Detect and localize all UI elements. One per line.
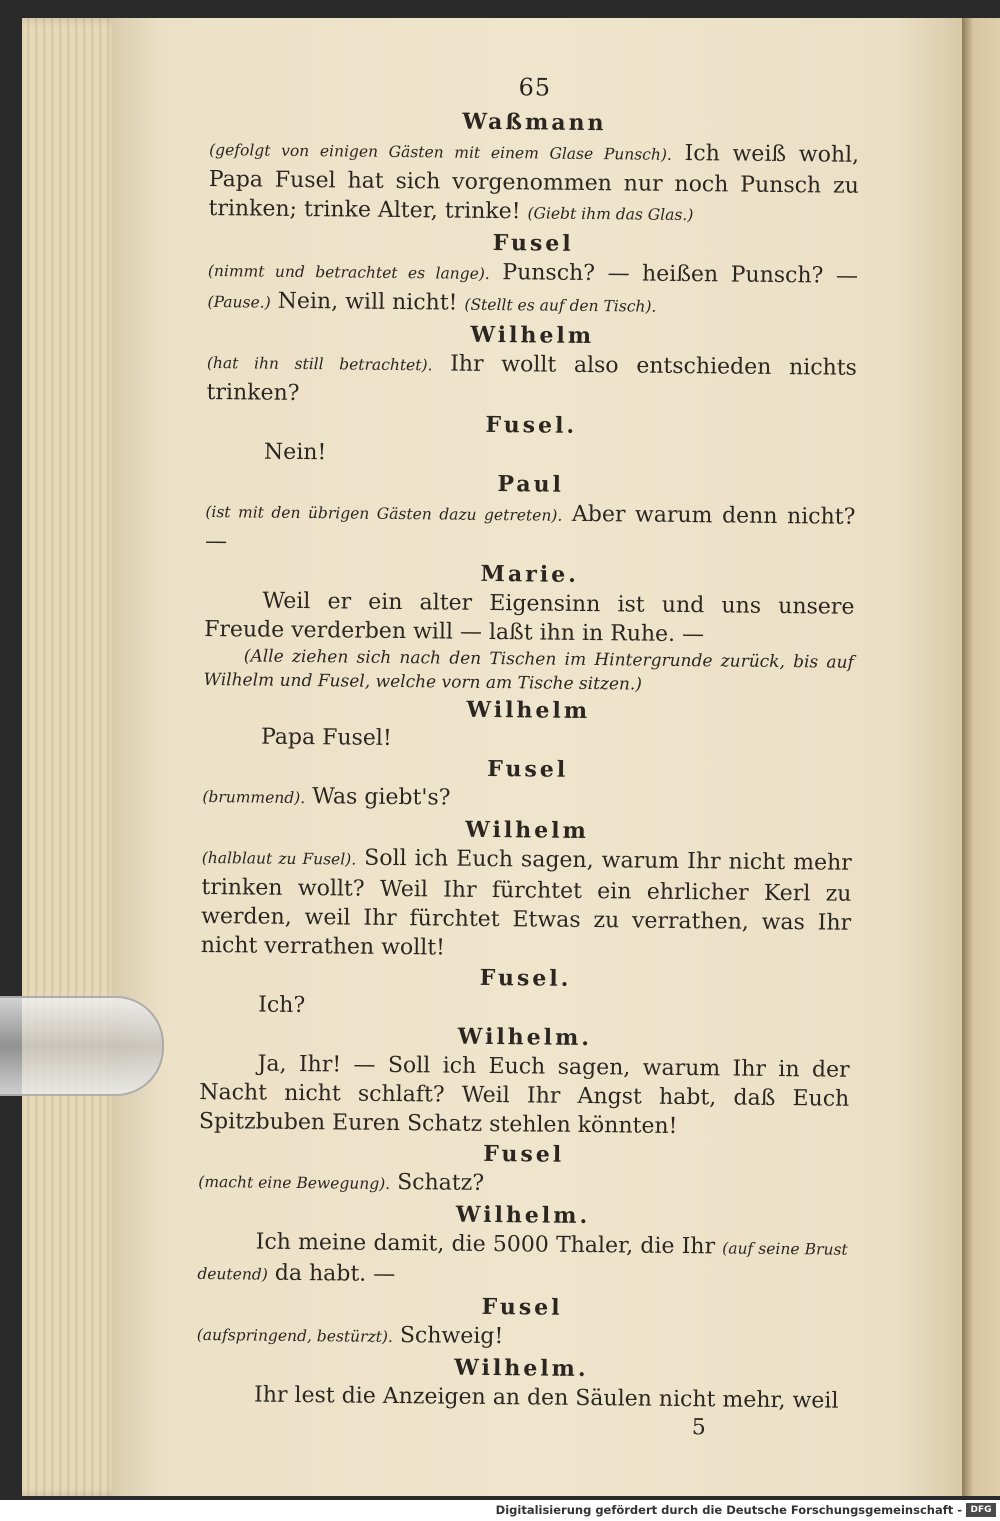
inline-direction: (auf seine Brust deutend) (197, 1239, 848, 1284)
book-page-edges (22, 18, 122, 1496)
speech-line (199, 1049, 850, 1143)
speech-line (208, 134, 859, 232)
speaker-name: Wilhelm (470, 321, 595, 350)
inline-direction: (aufspringend, bestürzt). (196, 1325, 393, 1346)
inline-direction: (Pause.) (207, 292, 271, 312)
speech-text: Nein, will nicht! (277, 288, 458, 316)
text-blocks (196, 104, 860, 1416)
speech-text: Nein! (263, 439, 327, 466)
speech-line (201, 842, 852, 967)
speech-text: Ihr lest die Anzeigen an den Säulen nicht mehr, weil (253, 1382, 839, 1414)
speech-line (206, 347, 857, 414)
speech-text: Aber warum denn nicht? — (204, 501, 856, 555)
speaker-name: Fusel (481, 1293, 563, 1321)
speaker-name: Marie. (480, 560, 579, 588)
speaker-name: Fusel (492, 229, 574, 257)
speaker-name: Wilhelm (465, 816, 590, 845)
speech-text: Weil er ein alter Eigensinn ist und uns unsere Freude verderben will — laßt ihn in Ruhe. — (204, 588, 855, 648)
speech-line (207, 255, 858, 324)
signature-mark: 5 (691, 1415, 706, 1441)
inline-direction: (macht eine Bewegung). (198, 1172, 391, 1193)
speech-text: Papa Fusel! (260, 724, 392, 751)
inline-direction: (brummend). (202, 787, 306, 808)
speech-text: Soll ich Euch sagen, warum Ihr nicht mehr trinken wollt? Weil Ihr fürchtet ein ehrlicher Kerl zu werden, weil Ihr fürchtet Etwas zu verrathen, was Ihr nicht verrathen wollt! (200, 845, 852, 961)
speech-line (205, 496, 856, 563)
speaker-name: Paul (497, 471, 565, 498)
speaker-name: Fusel (483, 1140, 565, 1168)
stage-direction: (Alle ziehen sich nach den Tischen im Hintergrunde zurück, bis auf Wilhelm und Fusel, welche vorn am Tische sitzen.) (203, 646, 854, 695)
inline-direction: (nimmt und betrachtet es lange). (207, 261, 490, 283)
transparent-bookmark (0, 996, 164, 1096)
speaker-name: Wilhelm. (455, 1201, 591, 1230)
inline-direction: (Giebt ihm das Glas.) (527, 204, 694, 225)
inline-direction: (Stellt es auf den Tisch). (464, 295, 657, 316)
inline-direction: (gefolgt von einigen Gästen mit einem Glase Punsch). (209, 140, 672, 164)
speech-text: Ich weiß wohl, Papa Fusel hat sich vorgenommen nur noch Punsch zu trinken; trinke Alter, trinke! (208, 140, 860, 225)
speaker-name: Fusel (487, 755, 569, 783)
facing-page-edge (962, 18, 1000, 1496)
speaker-name: Fusel. (485, 411, 578, 439)
speaker-name: Wilhelm. (457, 1023, 593, 1052)
speech-text: Ich? (258, 992, 306, 1019)
speech-text: Punsch? — heißen Punsch? — (502, 260, 859, 289)
inline-direction: (hat ihn still betrachtet). (206, 353, 433, 375)
speech-line (204, 586, 855, 651)
speaker-name: Fusel. (479, 964, 572, 992)
speaker-name: Wilhelm. (454, 1354, 589, 1383)
speech-text: Ich meine damit, die 5000 Thaler, die Ihr (255, 1229, 716, 1260)
speech-line (197, 1227, 848, 1296)
inline-direction: (ist mit den übrigen Gästen dazu getreten). (205, 502, 563, 525)
page-text (196, 70, 860, 1444)
footer-credit: Digitalisierung gefördert durch die Deutsche Forschungsgemeinschaft - (495, 1503, 962, 1517)
speech-text: Schweig! (399, 1323, 504, 1350)
speaker-name: Wilhelm (466, 696, 591, 725)
speaker-name: Waßmann (462, 108, 607, 137)
speech-text: Was giebt's? (312, 784, 451, 811)
speech-text: da habt. — (274, 1260, 396, 1288)
speech-text: Schatz? (397, 1170, 485, 1196)
page-number: 65 (518, 73, 552, 102)
speech-text: Ihr wollt also entschieden nichts trinken? (206, 351, 858, 406)
footer-bar (0, 1500, 1000, 1521)
dfg-logo: DFG (966, 1503, 996, 1517)
inline-direction: (halblaut zu Fusel). (201, 848, 357, 869)
speech-text: Ja, Ihr! — Soll ich Euch sagen, warum Ihr in der Nacht nicht schlaft? Weil Ihr Angst habt, daß Euch Spitzbuben Euren Schatz stehlen könnten! (198, 1051, 850, 1139)
